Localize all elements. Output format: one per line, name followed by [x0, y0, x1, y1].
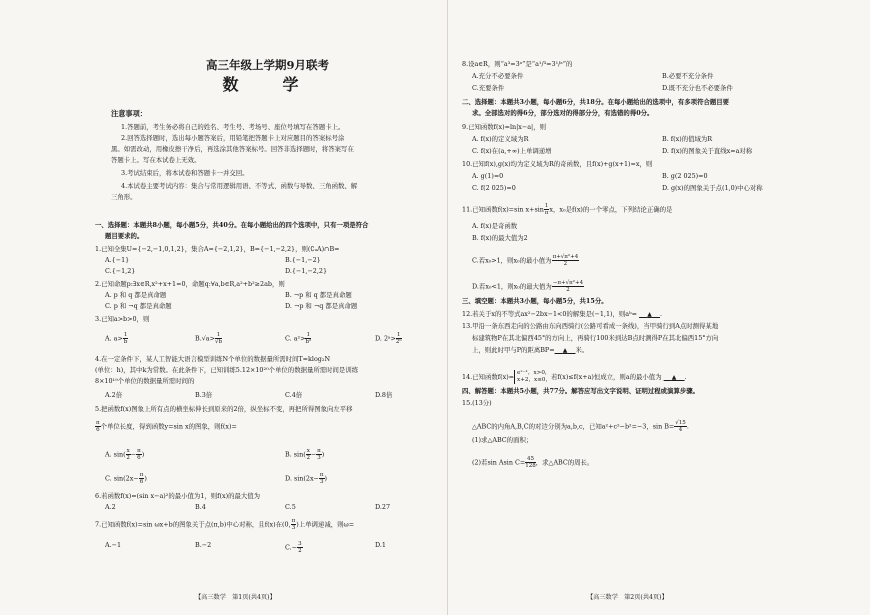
question-3: 3.已知a>b>0，则: [95, 315, 150, 323]
question-13: 上，则此时甲与P的距离BP= ▲ 米。: [472, 346, 589, 354]
question-6: 6.若函数f(x)=(sin x−a)²的最小值为1，则f(x)的最大值为: [95, 492, 261, 500]
question-8: 8.设a∈R，则“a³=3ᵃ”是“a¹/³=3¹/ᵃ”的: [462, 60, 573, 68]
note-line: 3.考试结束后，将本试卷和答题卡一并交回。: [121, 169, 249, 177]
option: D. ¬p 和 ¬q 都是真命题: [285, 302, 358, 310]
section-1-heading: 题目要求的。: [105, 232, 144, 240]
option: B.必要不充分条件: [662, 72, 714, 80]
option: D.8倍: [375, 391, 393, 399]
option: B.√a> $\frac{1}{√b}$: [195, 332, 222, 345]
question-4: 8×10¹⁹个单位的数据量所需时间的: [95, 377, 195, 385]
note-line: 2.回答选择题时，选出每小题答案后，用铅笔把答题卡上对应题目的答案标号涂: [121, 134, 345, 142]
option: B. f(x)的最大值为2: [472, 234, 528, 242]
question-9: 9.已知函数f(x)=ln|x−a|，则: [462, 123, 546, 131]
note-line: 答题卡上。写在本试卷上无效。: [111, 156, 201, 164]
option: D. sin(2x− $\frac{\pi}{3}$ ): [285, 472, 328, 485]
note-line: 1.答题前，考生务必将自己的姓名、考生号、考场号、座位号填写在答题卡上。: [121, 123, 345, 131]
option: A. g(1)=0: [472, 172, 504, 180]
option: C.{−1,2}: [105, 267, 136, 275]
section-2-heading: 求。全部选对的得6分，部分选对的得部分分，有选错的得0分。: [472, 109, 654, 117]
option: A. f(x)是奇函数: [472, 222, 518, 230]
option: C.5: [285, 503, 296, 511]
question-15-part-1: (1)求△ABC的面积；: [472, 436, 533, 444]
option: D.若x₀<1，则x₀的最大值为 $\frac{\text{−π+√π²+4}}{2}$: [472, 280, 584, 293]
option: B. f(x)的值域为R: [662, 135, 713, 143]
question-15-stem: △ABC的内角A,B,C的对边分别为a,b,c，已知a²+c²−b²=−3，sin B= $\frac{√15}{4}$ .: [472, 420, 689, 433]
page-2: [462, 0, 807, 615]
option: A.2倍: [105, 391, 123, 399]
option: C. f(x)在(a,+∞)上单调递增: [472, 147, 552, 155]
question-7: 7.已知函数f(x)=sin ωx+b的图象关于点(π,b)中心对称，且f(x)在(0, $\frac{\pi}{3}$ )上单调递减，则ω=: [95, 518, 355, 531]
question-12: 12.若关于x的不等式ax²−2bx−1<0的解集是(−1,1)，则aᵇ= ▲ .: [462, 310, 663, 318]
question-5: 5.把函数f(x)图象上所有点的横坐标伸长到原来的2倍，纵坐标不变，再把所得图象向左平移: [95, 405, 353, 413]
question-2: 2.已知命题p:∃x∈R,x²+x+1=0，命题q:∀a,b∈R,a²+b²≥2ab，则: [95, 280, 285, 288]
section-3-heading: 三、填空题：本题共3小题，每小题5分，共15分。: [462, 297, 608, 305]
section-1-heading: 一、选择题：本题共8小题，每小题5分，共40分。在每小题给出的四个选项中，只有一项是符合: [95, 221, 369, 229]
question-13: 标建筑物P在其北偏西45°的方向上，再骑行100米到达B点时测得P在其北偏西15°方向: [472, 334, 719, 342]
option: C.充要条件: [472, 84, 505, 92]
option: D.既不充分也不必要条件: [662, 84, 733, 92]
option: B.−2: [195, 541, 212, 549]
option: C.4倍: [285, 391, 303, 399]
question-15: 15.(13分): [462, 399, 492, 407]
option: B.4: [195, 503, 206, 511]
question-10: 10.已知f(x),g(x)均为定义域为R的奇函数，且f(x)+g(x+1)=x，则: [462, 160, 653, 168]
note-line: 黑。如需改动，用橡皮擦干净后，再选涂其他答案标号。回答非选择题时，将答案写在: [111, 145, 354, 153]
option: D. 2ᵃ> $\frac{1}{\text{2ᵇ}}$: [375, 332, 402, 345]
option: A. f(x)的定义域为R: [472, 135, 529, 143]
question-4: 4.在一定条件下，某人工智能大语言模型训练N个单位的数据量所需时间T=klog₂N: [95, 355, 331, 363]
option: B.{−1,−2}: [285, 256, 321, 264]
option: A.−1: [105, 541, 122, 549]
option: B. g(2 025)=0: [662, 172, 708, 180]
question-15-part-2: (2)若sin Asin C= $\frac{45}{128}$ ，求△ABC的周长。: [472, 456, 594, 469]
question-5: $\frac{\pi}{6}$ 个单位长度，得到函数y=sin x的图象，则f(x)=: [96, 420, 237, 433]
option: C. a²> $\frac{1}{\text{b²}}$: [285, 332, 312, 345]
question-4: (单位：h)，其中k为常数。在此条件下，已知训练5.12×10²⁰个单位的数据量所需时间是训练: [95, 366, 359, 374]
page-1: [95, 0, 440, 615]
option: C. f(2 025)=0: [472, 184, 516, 192]
question-1: 1.已知全集U={−2,−1,0,1,2}，集合A={−2,1,2}，B={−1,−2,2}，则(∁ᵤA)∩B=: [95, 245, 340, 253]
subject-title: 数 学: [222, 75, 313, 94]
option: A.2: [105, 503, 116, 511]
question-14: 14.已知函数f(x)= eˣ⁻¹，x>0， x+2，x≤0， 若f(x)≤f(x+a)恒成立，则a的最小值为 ▲ .: [462, 370, 687, 383]
option: C.− $\frac{3}{2}$: [285, 541, 302, 554]
question-11: 11.已知函数f(x)=sin x+sin $\frac{1}{\pi}$ x，x₀是f(x)的一个零点，下列结论正确的是: [462, 203, 673, 216]
option: D.27: [375, 503, 391, 511]
option: A.{−1}: [105, 256, 130, 264]
option: B. ¬p 和 q 都是真命题: [285, 291, 352, 299]
section-4-heading: 四、解答题：本题共5小题，共77分。解答应写出文字说明、证明过程或演算步骤。: [462, 387, 700, 395]
option: D.{−1,−2,2}: [285, 267, 328, 275]
question-13: 13.甲沿一条东西走向的公路由东向西骑行(公路可看成一条线)，当甲骑行到A点时测得某地: [462, 322, 719, 330]
option: B. sin( $\frac{x}{2}$ − $\frac{\pi}{3}$ ): [285, 448, 325, 461]
option: B.3倍: [195, 391, 213, 399]
option: D.1: [375, 541, 386, 549]
option: C. sin(2x− $\frac{\pi}{6}$ ): [105, 472, 147, 485]
notes-heading: 注意事项：: [111, 109, 147, 118]
option: C.若x₀>1，则x₀的最小值为 $\frac{\text{π+√π²+4}}{2}$: [472, 254, 579, 267]
option: A.充分不必要条件: [472, 72, 524, 80]
note-line: 4.本试卷主要考试内容：集合与常用逻辑用语、不等式、函数与导数、三角函数、解: [121, 182, 358, 190]
option: D. f(x)的图象关于直线x=a对称: [662, 147, 753, 155]
section-2-heading: 二、选择题：本题共3小题，每小题6分，共18分。在每小题给出的选项中，有多项符合题目要: [462, 98, 730, 106]
option: A. p 和 q 都是真命题: [105, 291, 167, 299]
note-line: 三角形。: [111, 193, 137, 201]
option: C. p 和 ¬q 都是真命题: [105, 302, 172, 310]
option: D. g(x)的图象关于点(1,0)中心对称: [662, 184, 763, 192]
option: A. sin( $\frac{x}{2}$ − $\frac{\pi}{6}$ ): [105, 448, 145, 461]
fold-line: [447, 0, 448, 615]
page-footer: 【高三数学 第2页(共4页)】: [587, 594, 668, 601]
exam-title: 高三年级上学期9月联考: [205, 58, 329, 72]
option: A. a> $\frac{1}{b}$: [105, 332, 128, 345]
page-footer: 【高三数学 第1页(共4页)】: [195, 594, 276, 601]
